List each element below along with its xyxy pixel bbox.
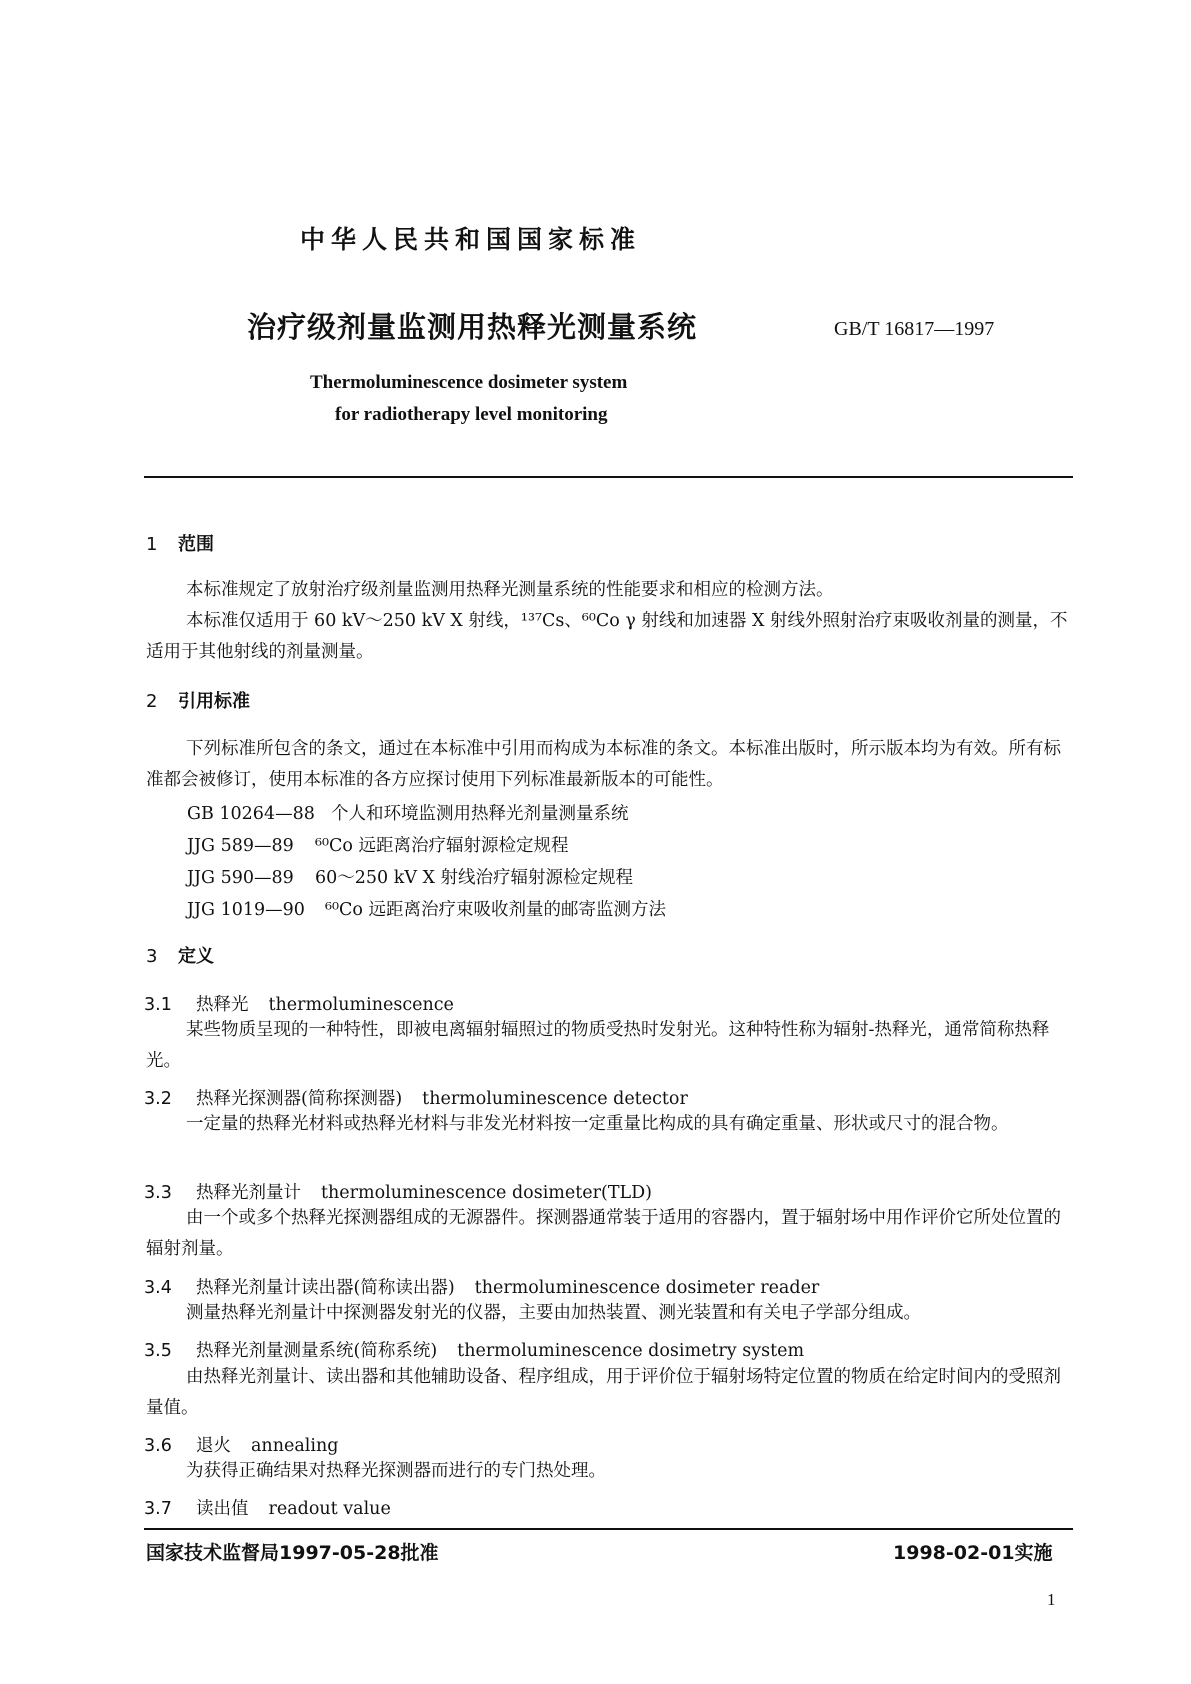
reference-item — [187, 896, 666, 921]
document-title: 治疗级剂量监测用热释光测量系统 — [247, 310, 698, 344]
term-number: 3.4 — [144, 1278, 172, 1298]
definition-term — [144, 991, 454, 1016]
page-number: 1 — [1047, 1590, 1056, 1609]
scope-paragraph-2: 本标准仅适用于 60 kV～250 kV X 射线，¹³⁷Cs、⁶⁰Co γ 射线和加速器 X 射线外照射治疗束吸收剂量的测量，不适用于其他射线的剂量测量。 — [146, 611, 1068, 662]
definition-description: 一定量的热释光材料或热释光材料与非发光材料按一定重量比构成的具有确定重量、形状或尺寸的混合物。 — [186, 1114, 1009, 1134]
references-paragraph: 下列标准所包含的条文，通过在本标准中引用而构成为本标准的条文。本标准出版时，所示版本均为有效。所有标准都会被修订，使用本标准的各方应探讨使用下列标准最新版本的可能性。 — [146, 739, 1061, 790]
approval-statement: 国家技术监督局1997-05-28批准 — [146, 1542, 439, 1564]
english-title-line-2: for radiotherapy level monitoring — [335, 404, 608, 425]
term-number: 3.1 — [144, 995, 172, 1015]
definition-term — [144, 1274, 819, 1299]
header-divider — [144, 476, 1073, 478]
definition-term — [144, 1085, 688, 1110]
term-number: 3.5 — [144, 1341, 172, 1361]
definition-term — [144, 1179, 652, 1204]
standard-category-title: 中华人民共和国国家标准 — [300, 225, 642, 254]
section-heading-scope — [146, 530, 214, 556]
definition-description: 测量热释光剂量计中探测器发射光的仪器，主要由加热装置、测光装置和有关电子学部分组成。 — [186, 1303, 921, 1323]
section-heading-references — [146, 687, 250, 713]
section-number: 1 — [146, 534, 158, 555]
term-english: thermoluminescence dosimeter reader — [474, 1278, 820, 1298]
term-number: 3.3 — [144, 1183, 172, 1203]
term-chinese: 热释光 — [196, 995, 249, 1015]
definition-description: 由热释光剂量计、读出器和其他辅助设备、程序组成，用于评价位于辐射场特定位置的物质在给定时间内的受照剂量值。 — [146, 1367, 1061, 1418]
term-english: annealing — [251, 1436, 339, 1456]
term-chinese: 读出值 — [196, 1499, 249, 1519]
section-title: 范围 — [178, 534, 214, 555]
section-title: 引用标准 — [178, 691, 250, 712]
reference-code: GB 10264—88 — [187, 804, 315, 824]
scope-paragraph-1: 本标准规定了放射治疗级剂量监测用热释光测量系统的性能要求和相应的检测方法。 — [186, 580, 834, 600]
reference-code: JJG 590—89 — [187, 868, 294, 888]
reference-title: ⁶⁰Co 远距离治疗辐射源检定规程 — [315, 836, 569, 856]
definition-description: 由一个或多个热释光探测器组成的无源器件。探测器通常装于适用的容器内，置于辐射场中用作评价它所处位置的辐射剂量。 — [146, 1208, 1061, 1259]
english-title-line-1: Thermoluminescence dosimeter system — [310, 372, 628, 393]
reference-title: ⁶⁰Co 远距离治疗束吸收剂量的邮寄监测方法 — [325, 900, 667, 920]
reference-title: 个人和环境监测用热释光剂量测量系统 — [331, 804, 629, 824]
reference-code: JJG 1019—90 — [187, 900, 305, 920]
definition-term — [144, 1337, 804, 1362]
reference-item — [187, 800, 629, 825]
term-chinese: 热释光剂量计读出器(简称读出器) — [196, 1278, 455, 1298]
term-chinese: 热释光探测器(简称探测器) — [196, 1089, 403, 1109]
term-english: thermoluminescence dosimeter(TLD) — [321, 1183, 652, 1203]
term-english: readout value — [268, 1499, 391, 1519]
reference-title: 60～250 kV X 射线治疗辐射源检定规程 — [315, 868, 634, 888]
term-english: thermoluminescence — [268, 995, 454, 1015]
section-title: 定义 — [178, 946, 214, 967]
term-chinese: 退火 — [196, 1436, 231, 1456]
term-english: thermoluminescence detector — [422, 1089, 688, 1109]
term-number: 3.6 — [144, 1436, 172, 1456]
section-heading-definitions — [146, 942, 214, 968]
document-code: GB/T 16817—1997 — [834, 318, 995, 340]
effective-date: 1998-02-01实施 — [893, 1542, 1053, 1564]
term-english: thermoluminescence dosimetry system — [457, 1341, 805, 1361]
definition-description: 为获得正确结果对热释光探测器而进行的专门热处理。 — [186, 1461, 606, 1481]
definition-term — [144, 1495, 391, 1520]
term-chinese: 热释光剂量计 — [196, 1183, 301, 1203]
section-number: 2 — [146, 691, 158, 712]
term-number: 3.7 — [144, 1499, 172, 1519]
definition-description: 某些物质呈现的一种特性，即被电离辐射辐照过的物质受热时发射光。这种特性称为辐射-热释光，通常简称热释光。 — [146, 1020, 1050, 1071]
term-number: 3.2 — [144, 1089, 172, 1109]
term-chinese: 热释光剂量测量系统(简称系统) — [196, 1341, 438, 1361]
reference-item — [187, 864, 633, 889]
definition-term — [144, 1432, 338, 1457]
reference-code: JJG 589—89 — [187, 836, 294, 856]
section-number: 3 — [146, 946, 158, 967]
reference-item — [187, 832, 569, 857]
footer-divider — [144, 1528, 1073, 1530]
